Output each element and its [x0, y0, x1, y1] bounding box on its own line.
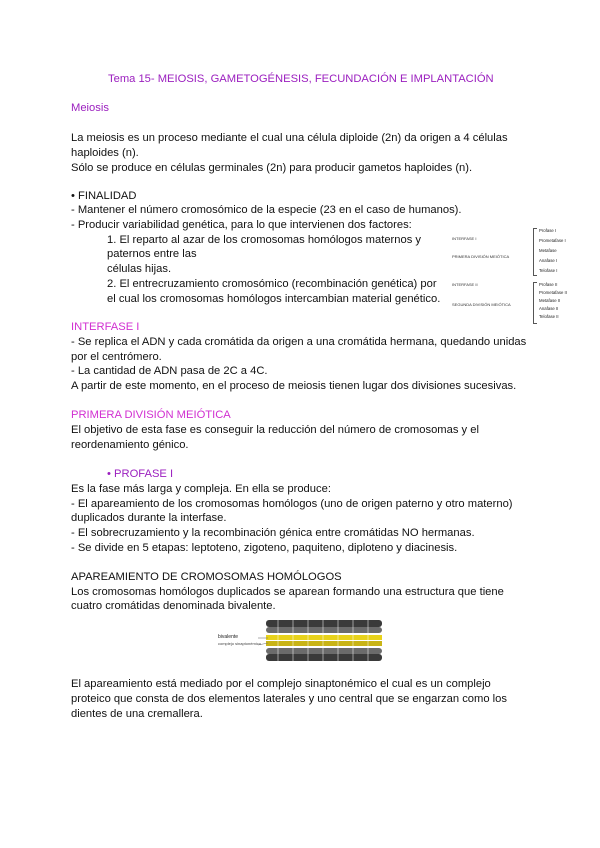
schema-label-interfase-1: INTERFASE I: [452, 236, 477, 241]
factor-line-2: paternos entre las: [107, 248, 197, 260]
intro-line-1: La meiosis es un proceso mediante el cual una célula diploide (2n) da origen a 4 células: [71, 132, 508, 144]
apareamiento-line-2: cuatro cromátidas denominada bivalente.: [71, 600, 276, 612]
synaptonemal-center: [266, 635, 382, 646]
factor-line-1: 1. El reparto al azar de los cromosomas homólogos maternos y: [107, 234, 422, 246]
schema-group2-item: Prometafase II: [539, 290, 567, 295]
schema-label-segunda-division: SEGUNDA DIVISIÓN MEIÓTICA: [452, 302, 511, 307]
interfase-heading: INTERFASE I: [71, 321, 140, 333]
profase-heading: • PROFASE I: [107, 468, 174, 480]
profase-line-2: - El apareamiento de los cromosomas homólogos (uno de origen paterno y otro materno): [71, 498, 513, 510]
apareamiento-heading: APAREAMIENTO DE CROMOSOMAS HOMÓLOGOS: [71, 571, 342, 583]
schema-bracket-1: [533, 228, 537, 276]
schema-group1-item: Metafase: [539, 248, 557, 253]
apareamiento-after-1: El apareamiento está mediado por el complejo sinaptonémico el cual es un complejo: [71, 678, 491, 690]
primera-division-line-1: El objetivo de esta fase es conseguir la reducción del número de cromosomas y el: [71, 424, 479, 436]
primera-division-line-2: reordenamiento génico.: [71, 439, 189, 451]
factor-line-5: el cual los cromosomas homólogos intercambian material genético.: [107, 293, 441, 305]
schema-group2-item: Profase II: [539, 282, 558, 287]
intro-line-2: haploides (n).: [71, 147, 139, 159]
interfase-line-2: por el centrómero.: [71, 351, 162, 363]
primera-division-heading: PRIMERA DIVISIÓN MEIÓTICA: [71, 409, 231, 421]
schema-group2-item: Anafase II: [539, 306, 559, 311]
profase-line-1: Es la fase más larga y compleja. En ella se produce:: [71, 483, 331, 495]
bivalent-illustration: [218, 612, 390, 670]
apareamiento-after-3: dientes de una cremallera.: [71, 708, 203, 720]
profase-line-5: - Se divide en 5 etapas: leptoteno, zigoteno, paquiteno, diploteno y diacinesis.: [71, 542, 458, 554]
chromatid-bottom: [266, 648, 382, 661]
apareamiento-line-1: Los cromosomas homólogos duplicados se aparean formando una estructura que tiene: [71, 586, 504, 598]
figure-label-bivalente: bivalente: [218, 634, 239, 640]
schema-group2-item: Metafase II: [539, 298, 561, 303]
intro-line-3: Sólo se produce en células germinales (2n) para producir gametos haploides (n).: [71, 162, 473, 174]
finalidad-line-1: - Mantener el número cromosómico de la especie (23 en el caso de humanos).: [71, 204, 462, 216]
profase-line-3: duplicados durante la interfase.: [71, 512, 227, 524]
schema-group1-item: Anafase I: [539, 258, 558, 263]
interfase-line-1: - Se replica el ADN y cada cromátida da origen a una cromátida hermana, quedando unidas: [71, 336, 527, 348]
figure-label-complejo: complejo sinaptonémico: [218, 641, 261, 646]
profase-line-4: - El sobrecruzamiento y la recombinación génica entre cromátidas NO hermanas.: [71, 527, 475, 539]
finalidad-line-2: - Producir variabilidad genética, para lo que intervienen dos factores:: [71, 219, 412, 231]
schema-group1-item: Telofase I: [539, 268, 558, 273]
apareamiento-after-2: proteico que consta de dos elementos laterales y uno central que se engarzan como los: [71, 693, 507, 705]
factor-line-3: células hijas.: [107, 263, 172, 275]
chromatid-top: [266, 620, 382, 633]
page-title: Tema 15- MEIOSIS, GAMETOGÉNESIS, FECUNDACIÓN E IMPLANTACIÓN: [108, 73, 494, 85]
schema-label-interfase-2: INTERFASE II: [452, 282, 478, 287]
schema-group2-item: Telofase II: [539, 314, 559, 319]
interfase-line-4: A partir de este momento, en el proceso de meiosis tienen lugar dos divisiones sucesivas.: [71, 380, 517, 392]
factor-line-4: 2. El entrecruzamiento cromosómico (recombinación genética) por: [107, 278, 437, 290]
schema-group1-item: Profase I: [539, 228, 557, 233]
schema-label-primera-division: PRIMERA DIVISIÓN MEIÓTICA: [452, 254, 510, 259]
schema-group1-item: Prometafase I: [539, 238, 566, 243]
meiosis-schema: [445, 226, 580, 322]
interfase-line-3: - La cantidad de ADN pasa de 2C a 4C.: [71, 365, 268, 377]
schema-bracket-2: [533, 282, 537, 324]
section-meiosis-heading: Meiosis: [71, 102, 109, 114]
finalidad-heading: • FINALIDAD: [71, 190, 137, 202]
